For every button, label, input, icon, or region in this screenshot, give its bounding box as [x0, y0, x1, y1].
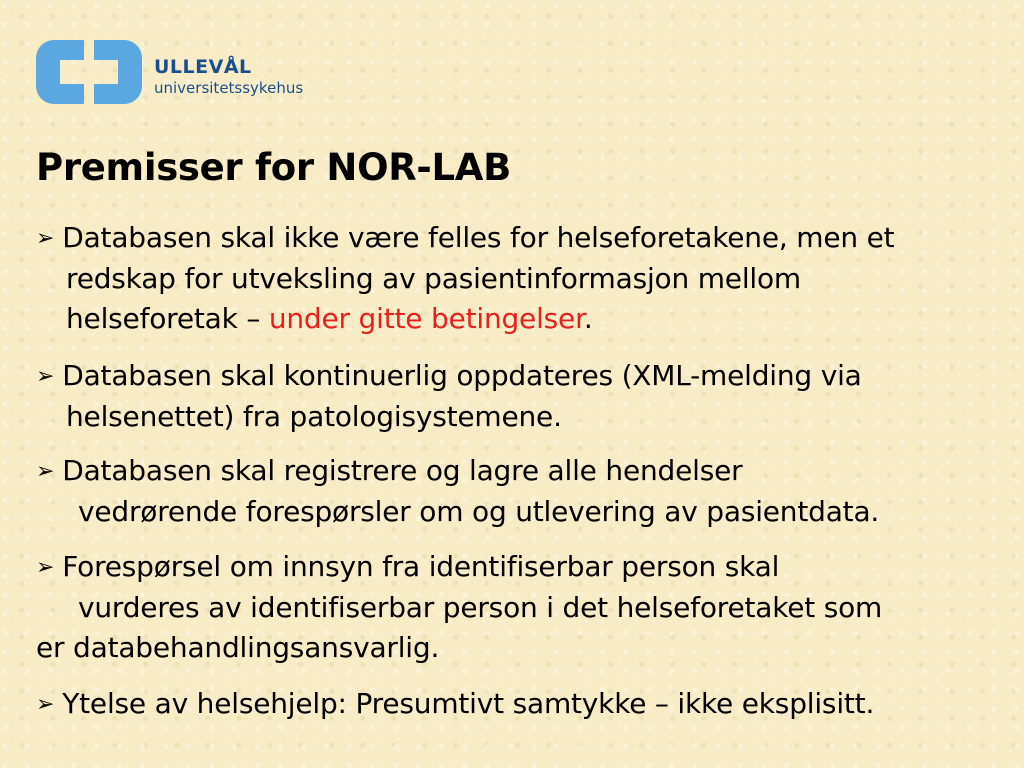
bullet-line: ➢ Databasen skal registrere og lagre alle hendelser — [36, 451, 879, 492]
bullet-line: redskap for utveksling av pasientinformasjon mellom — [66, 262, 801, 295]
arrow-bullet-icon: ➢ — [36, 364, 55, 389]
bullet-line: ➢ Databasen skal kontinuerlig oppdateres (XML-melding via — [36, 356, 862, 397]
bullet-line: ➢ Forespørsel om innsyn fra identifiserbar person skal — [36, 547, 882, 588]
arrow-bullet-icon: ➢ — [36, 555, 55, 580]
bullet-3 — [36, 451, 879, 532]
bullet-line: ➢ Databasen skal ikke være felles for helseforetakene, men et — [36, 218, 894, 259]
bullet-line: er databehandlingsansvarlig. — [36, 631, 440, 664]
bullet-line: vurderes av identifiserbar person i det helseforetaket som — [78, 591, 883, 624]
hospital-cross-logo-icon — [36, 40, 142, 104]
bullet-line: vedrørende forespørsler om og utlevering av pasientdata. — [78, 495, 880, 528]
arrow-bullet-icon: ➢ — [36, 692, 55, 717]
bullet-line: helseforetak – under gitte betingelser. — [66, 302, 593, 335]
arrow-bullet-icon: ➢ — [36, 226, 55, 251]
slide-title: Premisser for NOR-LAB — [36, 146, 511, 189]
bullet-line: ➢ Ytelse av helsehjelp: Presumtivt samtykke – ikke eksplisitt. — [36, 684, 874, 725]
logo-subtitle: universitetssykehus — [154, 79, 304, 97]
bullet-5 — [36, 684, 874, 725]
bullet-line: helsenettet) fra patologisystemene. — [66, 400, 562, 433]
bullet-2 — [36, 356, 862, 437]
bullet-1 — [36, 218, 894, 339]
logo-name: ULLEVÅL — [154, 56, 252, 78]
highlight-text: under gitte betingelser — [268, 302, 584, 335]
bullet-4 — [36, 547, 882, 668]
arrow-bullet-icon: ➢ — [36, 459, 55, 484]
